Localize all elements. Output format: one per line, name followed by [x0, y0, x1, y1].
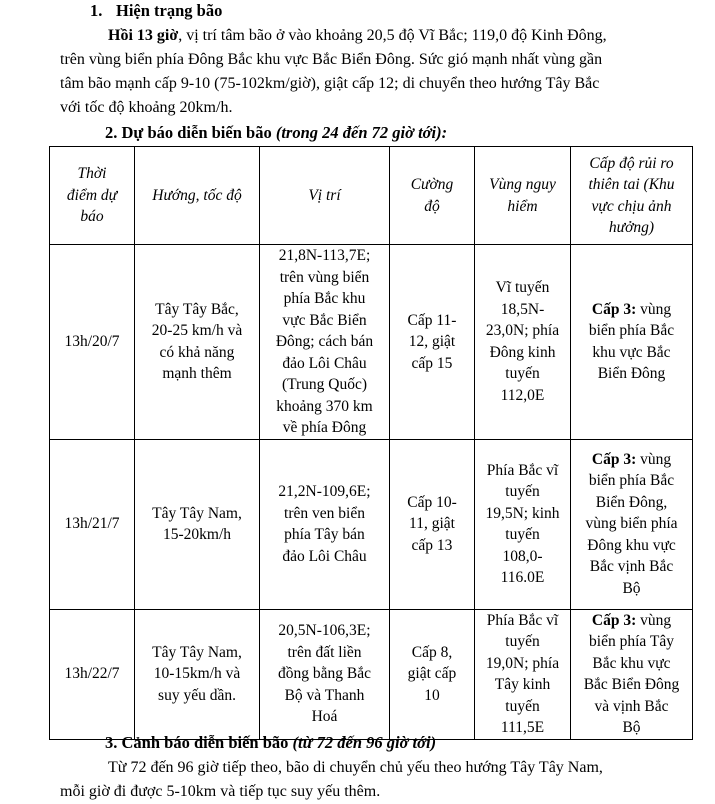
- section-3-paragraph: [60, 756, 695, 804]
- table-row: [50, 609, 693, 739]
- section-1-line: trên vùng biển phía Đông Bắc khu vực Bắc Biển Đông. Sức gió mạnh nhất vùng gần: [60, 51, 603, 68]
- cell-time: 13h/22/7: [50, 609, 135, 739]
- cell-time: 13h/20/7: [50, 245, 135, 440]
- cell-risk-level: Cấp 3: vùng biển phía Bắc Biển Đông, vùng biển phía Đông khu vực Bắc vịnh Bắc Bộ: [571, 439, 693, 609]
- section-3-title-italic: (từ 72 đến 96 giờ tới): [292, 733, 437, 752]
- forecast-table: [49, 146, 693, 740]
- header-time: Thời điểm dự báo: [50, 147, 135, 245]
- cell-position: 21,2N-109,6E; trên ven biển phía Tây bán đảo Lôi Châu: [260, 439, 390, 609]
- section-2-title-italic: (trong 24 đến 72 giờ tới):: [275, 123, 448, 142]
- cell-danger-zone: Phía Bắc vĩ tuyến 19,0N; phía Tây kinh tuyến 111,5E: [475, 609, 571, 739]
- section-3-line: mỗi giờ đi được 5-10km và tiếp tục suy yếu thêm.: [60, 783, 381, 800]
- cell-intensity: Cấp 8, giật cấp 10: [390, 609, 475, 739]
- section-2-heading: [105, 122, 447, 144]
- cell-danger-zone: Vĩ tuyến 18,5N- 23,0N; phía Đông kinh tuyến 112,0E: [475, 245, 571, 440]
- cell-time: 13h/21/7: [50, 439, 135, 609]
- table-row: [50, 245, 693, 440]
- cell-direction: Tây Tây Bắc, 20-25 km/h và có khả năng mạnh thêm: [135, 245, 260, 440]
- header-position: Vị trí: [260, 147, 390, 245]
- table-header-row: [50, 147, 693, 245]
- section-1-heading: [90, 0, 222, 22]
- header-intensity: Cường độ: [390, 147, 475, 245]
- section-1-line: tâm bão mạnh cấp 9-10 (75-102km/giờ), giật cấp 12; di chuyển theo hướng Tây Bắc: [60, 75, 600, 92]
- cell-position: 20,5N-106,3E; trên đất liền đồng bằng Bắc Bộ và Thanh Hoá: [260, 609, 390, 739]
- cell-intensity: Cấp 11- 12, giật cấp 15: [390, 245, 475, 440]
- section-1-title: Hiện trạng bão: [116, 1, 223, 20]
- cell-intensity: Cấp 10- 11, giật cấp 13: [390, 439, 475, 609]
- section-1-lead: Hồi 13 giờ: [108, 27, 179, 44]
- section-3-line: Từ 72 đến 96 giờ tiếp theo, bão di chuyển chủ yếu theo hướng Tây Tây Nam,: [108, 759, 603, 776]
- cell-danger-zone: Phía Bắc vĩ tuyến 19,5N; kinh tuyến 108,0- 116.0E: [475, 439, 571, 609]
- header-risk-level: Cấp độ rủi ro thiên tai (Khu vực chịu ảnh hưởng): [571, 147, 693, 245]
- table-row: [50, 439, 693, 609]
- cell-risk-level: Cấp 3: vùng biển phía Bắc khu vực Bắc Biển Đông: [571, 245, 693, 440]
- section-2-title: 2. Dự báo diễn biến bão: [105, 123, 272, 142]
- section-1-line: với tốc độ khoảng 20km/h.: [60, 99, 233, 116]
- section-1-line: , vị trí tâm bão ở vào khoảng 20,5 độ Vĩ Bắc; 119,0 độ Kinh Đông,: [178, 27, 607, 44]
- section-1-paragraph: [60, 24, 695, 120]
- header-direction: Hướng, tốc độ: [135, 147, 260, 245]
- header-danger-zone: Vùng nguy hiểm: [475, 147, 571, 245]
- section-1-number: 1.: [90, 1, 103, 20]
- cell-risk-level: Cấp 3: vùng biển phía Tây Bắc khu vực Bắc Biển Đông và vịnh Bắc Bộ: [571, 609, 693, 739]
- cell-position: 21,8N-113,7E; trên vùng biển phía Bắc khu vực Bắc Biển Đông; cách bán đảo Lôi Châu (Trung Quốc) khoảng 370 km về phía Đông: [260, 245, 390, 440]
- section-3-heading: [105, 732, 436, 754]
- section-3-title: 3. Cảnh báo diễn biến bão: [105, 733, 289, 752]
- cell-direction: Tây Tây Nam, 10-15km/h và suy yếu dần.: [135, 609, 260, 739]
- cell-direction: Tây Tây Nam, 15-20km/h: [135, 439, 260, 609]
